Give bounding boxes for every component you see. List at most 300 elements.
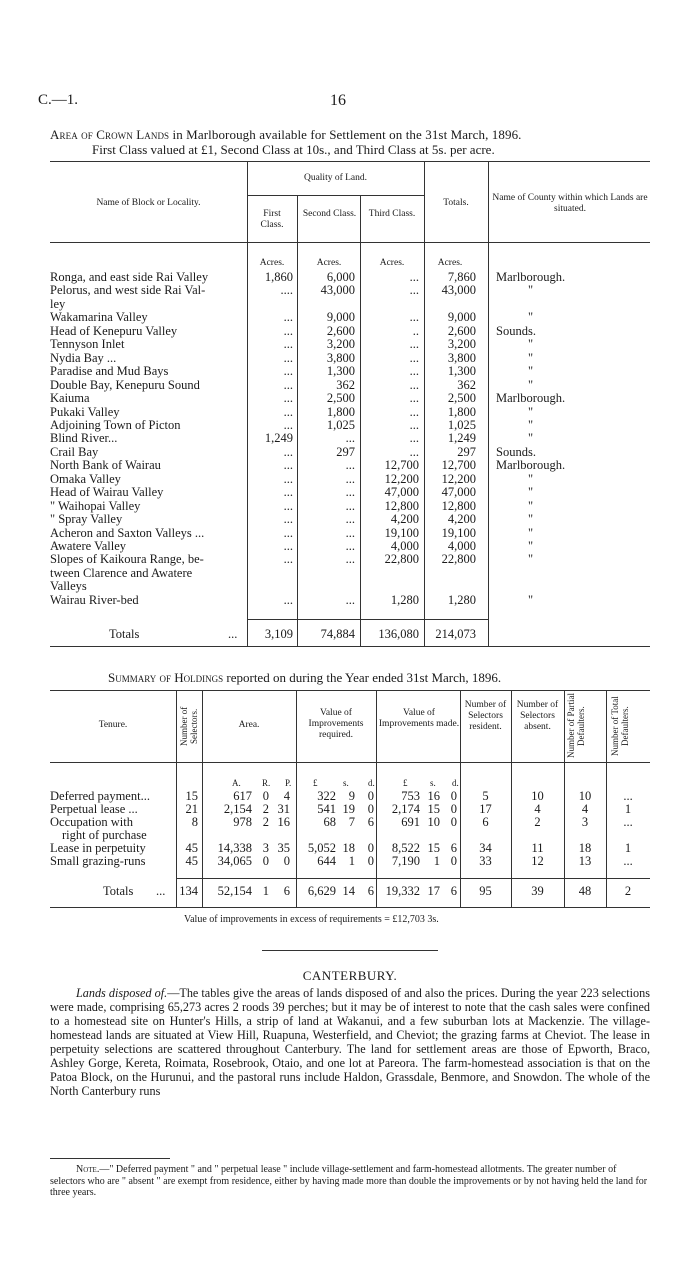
locality-name: ley xyxy=(50,296,66,311)
total-acres: 3,200 xyxy=(447,337,476,352)
partial-defaulters: 3 xyxy=(581,815,589,829)
county-name: " xyxy=(528,498,534,513)
second-class-acres: ... xyxy=(345,525,355,540)
unit-second: Acres. xyxy=(316,258,342,268)
col-value-made-header: Value of Improvements made. xyxy=(378,708,460,729)
county-name: Marlborough. xyxy=(496,458,566,473)
table1-row xyxy=(0,418,700,432)
col-third-header: Third Class. xyxy=(368,209,416,219)
required-shillings: 7 xyxy=(348,815,355,829)
note-rule xyxy=(50,1158,170,1159)
total-acres: 22,800 xyxy=(441,552,476,567)
second-class-acres: 362 xyxy=(336,377,355,392)
locality-name: Head of Kenepuru Valley xyxy=(50,323,178,338)
first-class-acres: 1,249 xyxy=(264,431,293,446)
county-name: " xyxy=(528,525,534,540)
total-defaulters: ... xyxy=(623,854,633,868)
col-second-header: Second Class. xyxy=(302,209,357,219)
locality-name: Tennyson Inlet xyxy=(50,337,125,352)
col-selectors-header: Number of Selectors. xyxy=(179,706,199,746)
third-class-acres: 22,800 xyxy=(384,552,419,567)
third-class-acres: ... xyxy=(409,377,419,392)
col-first-header: First Class. xyxy=(260,209,284,230)
second-class-acres: 6,000 xyxy=(326,270,355,284)
locality-name: Slopes of Kaikoura Range, be- xyxy=(50,552,204,567)
first-class-acres: .... xyxy=(280,283,293,298)
tenure-name: Deferred payment... xyxy=(50,789,150,803)
tenure-name: right of purchase xyxy=(62,828,147,842)
second-class-acres: ... xyxy=(345,431,355,446)
made-pence: 0 xyxy=(450,815,457,829)
table1-row xyxy=(0,458,700,472)
county-name: " xyxy=(528,592,534,607)
area-roods: 3 xyxy=(262,841,269,855)
first-class-acres: ... xyxy=(283,471,293,486)
selectors-absent: 12 xyxy=(531,854,544,868)
total-acres: 4,200 xyxy=(447,512,476,527)
unit-perches: P. xyxy=(285,778,292,788)
second-class-acres: 297 xyxy=(336,444,355,459)
selectors-absent: 4 xyxy=(534,802,541,816)
col-area-header: Area. xyxy=(238,720,260,730)
table1-row xyxy=(0,579,700,593)
section-divider xyxy=(262,950,438,951)
locality-name: Kaiuma xyxy=(50,391,90,406)
first-class-acres: ... xyxy=(283,417,293,432)
made-pence: 0 xyxy=(450,802,457,816)
first-class-acres: ... xyxy=(283,350,293,365)
table2-title-caps: Summary of Holdings xyxy=(108,670,224,685)
table2-top-rule xyxy=(50,690,650,691)
selectors-resident: 34 xyxy=(479,841,492,855)
t2-totals-label: Totals xyxy=(103,884,134,898)
total-acres: 7,860 xyxy=(447,270,476,284)
locality-name: Head of Wairau Valley xyxy=(50,485,164,500)
county-name: " xyxy=(528,552,534,567)
made-pounds: 8,522 xyxy=(391,841,420,855)
area-acres: 617 xyxy=(233,789,252,803)
county-name: " xyxy=(528,471,534,486)
total-defaulters: ... xyxy=(623,789,633,803)
third-class-acres: 12,200 xyxy=(384,471,419,486)
county-name: " xyxy=(528,512,534,527)
partial-defaulters: 13 xyxy=(578,854,592,868)
t2-totals-abs: 39 xyxy=(531,884,544,898)
total-acres: 2,600 xyxy=(447,323,476,338)
second-class-acres: 1,800 xyxy=(326,404,355,419)
total-acres: 12,200 xyxy=(441,471,476,486)
third-class-acres: ... xyxy=(409,337,419,352)
unit-pounds-2: £ xyxy=(403,778,408,788)
first-class-acres: ... xyxy=(283,404,293,419)
third-class-acres: ... xyxy=(409,270,419,284)
first-class-acres: ... xyxy=(283,512,293,527)
third-class-acres: 47,000 xyxy=(384,485,419,500)
total-acres: 297 xyxy=(457,444,476,459)
first-class-acres: ... xyxy=(283,498,293,513)
first-class-acres: ... xyxy=(283,485,293,500)
required-pounds: 68 xyxy=(323,815,336,829)
area-roods: 0 xyxy=(262,789,269,803)
county-name: " xyxy=(528,485,534,500)
county-name: " xyxy=(528,417,534,432)
tenure-name: Occupation with xyxy=(50,815,133,829)
total-acres: 1,800 xyxy=(447,404,476,419)
total-acres: 2,500 xyxy=(447,391,476,406)
made-shillings: 1 xyxy=(433,854,440,868)
col-quality-header: Quality of Land. xyxy=(303,173,368,183)
table1-bottom-rule xyxy=(50,646,650,647)
total-acres: 19,100 xyxy=(441,525,476,540)
selectors-resident: 6 xyxy=(482,815,489,829)
first-class-acres: ... xyxy=(283,592,293,607)
table1-row xyxy=(0,337,700,351)
table1-row xyxy=(0,566,700,580)
table1-totals-rule xyxy=(247,619,488,620)
area-perches: 4 xyxy=(283,789,290,803)
locality-name: Paradise and Mud Bays xyxy=(50,364,169,379)
tenure-name: Small grazing-runs xyxy=(50,854,146,868)
t2-totals-sel: 134 xyxy=(179,884,198,898)
table2-row xyxy=(0,854,700,868)
totals-dots: ... xyxy=(228,627,238,641)
required-shillings: 1 xyxy=(348,854,355,868)
table2-footnote: Value of improvements in excess of requirements = £12,703 3s. xyxy=(184,914,439,925)
second-class-acres: 3,200 xyxy=(326,337,355,352)
third-class-acres: ... xyxy=(409,310,419,325)
first-class-acres: ... xyxy=(283,552,293,567)
county-name: Sounds. xyxy=(496,444,536,459)
required-pence: 0 xyxy=(367,789,374,803)
table1-row xyxy=(0,445,700,459)
t2-totals-d2: 6 xyxy=(450,884,457,898)
totals-second: 74,884 xyxy=(320,627,355,641)
first-class-acres: ... xyxy=(283,364,293,379)
unit-roods: R. xyxy=(262,778,271,788)
made-pounds: 2,174 xyxy=(391,802,420,816)
required-shillings: 18 xyxy=(342,841,355,855)
col-absent-header: Number of Selectors absent. xyxy=(516,700,559,732)
locality-name: Double Bay, Kenepuru Sound xyxy=(50,377,200,392)
table2-title-rest: reported on during the Year ended 31st March, 1896. xyxy=(226,670,502,685)
third-class-acres: 19,100 xyxy=(384,525,419,540)
first-class-acres: ... xyxy=(283,391,293,406)
locality-name: Awatere Valley xyxy=(50,539,127,553)
selectors-absent: 10 xyxy=(531,789,544,803)
locality-name: Pukaki Valley xyxy=(50,404,120,419)
t2-totals-d1: 6 xyxy=(367,884,374,898)
locality-name: Ronga, and east side Rai Valley xyxy=(50,270,209,284)
second-class-acres: 9,000 xyxy=(326,310,355,325)
table2-title xyxy=(108,670,501,686)
total-acres: 12,800 xyxy=(441,498,476,513)
county-name: " xyxy=(528,539,534,553)
selectors-absent: 11 xyxy=(531,841,544,855)
totals-first: 3,109 xyxy=(264,627,293,641)
third-class-acres: ... xyxy=(409,364,419,379)
second-class-acres: ... xyxy=(345,471,355,486)
table1-row xyxy=(0,472,700,486)
table1-title-rest: in Marlborough available for Settlement on the 31st March, 1896. xyxy=(172,127,522,142)
locality-name: Omaka Valley xyxy=(50,471,121,486)
area-roods: 0 xyxy=(262,854,269,868)
t2-totals-res: 95 xyxy=(479,884,492,898)
third-class-acres: ... xyxy=(409,391,419,406)
required-pence: 6 xyxy=(367,815,374,829)
first-class-acres: ... xyxy=(283,310,293,325)
county-name: " xyxy=(528,404,534,419)
county-name: " xyxy=(528,431,534,446)
first-class-acres: ... xyxy=(283,444,293,459)
table1-row xyxy=(0,499,700,513)
partial-defaulters: 18 xyxy=(578,841,592,855)
area-acres: 14,338 xyxy=(217,841,252,855)
table1-row xyxy=(0,405,700,419)
table2-row xyxy=(0,815,700,829)
partial-defaulters: 10 xyxy=(578,789,592,803)
t2-totals-dots: ... xyxy=(156,884,166,898)
second-class-acres: 1,025 xyxy=(326,417,355,432)
unit-shillings-1: s. xyxy=(343,778,349,788)
selectors-resident: 17 xyxy=(479,802,492,816)
table1-subtitle: First Class valued at £1, Second Class at 10s., and Third Class at 5s. per acre. xyxy=(92,142,495,157)
table1-row xyxy=(0,485,700,499)
first-class-acres: ... xyxy=(283,377,293,392)
total-acres: 4,000 xyxy=(447,539,476,553)
made-pence: 0 xyxy=(450,789,457,803)
total-defaulters: ... xyxy=(623,815,633,829)
table1-row xyxy=(0,270,700,284)
total-acres: 47,000 xyxy=(441,485,476,500)
locality-name: Valleys xyxy=(50,579,87,594)
first-class-acres: ... xyxy=(283,337,293,352)
col-block-header: Name of Block or Locality. xyxy=(96,198,201,208)
county-name: " xyxy=(528,377,534,392)
table1-row xyxy=(0,283,700,297)
totals-label: Totals xyxy=(109,627,140,641)
table1-title-caps: Area of Crown Lands xyxy=(50,127,170,142)
first-class-acres: 1,860 xyxy=(264,270,293,284)
made-shillings: 15 xyxy=(427,802,440,816)
third-class-acres: 4,200 xyxy=(390,512,419,527)
selectors-count: 45 xyxy=(185,854,198,868)
locality-name: Nydia Bay ... xyxy=(50,350,117,365)
area-acres: 2,154 xyxy=(223,802,252,816)
tenure-name: Lease in perpetuity xyxy=(50,841,146,855)
table1-row xyxy=(0,593,700,607)
total-acres: 3,800 xyxy=(447,350,476,365)
table1-title xyxy=(50,127,650,143)
unit-shillings-2: s. xyxy=(430,778,436,788)
unit-pounds-1: £ xyxy=(313,778,318,788)
area-roods: 2 xyxy=(262,802,269,816)
table2-totals-rule xyxy=(176,878,650,879)
third-class-acres: ... xyxy=(409,444,419,459)
table2-units-row xyxy=(0,776,700,790)
t2-totals-s2: 17 xyxy=(427,884,440,898)
total-defaulters: 1 xyxy=(624,841,632,855)
table1-row xyxy=(0,297,700,311)
made-shillings: 10 xyxy=(427,815,440,829)
table1-totals-row xyxy=(0,627,700,641)
made-pence: 0 xyxy=(450,854,457,868)
table2-row xyxy=(0,802,700,816)
third-class-acres: 12,700 xyxy=(384,458,419,473)
second-class-acres: ... xyxy=(345,512,355,527)
total-acres: 9,000 xyxy=(447,310,476,325)
table2-header-rule xyxy=(50,762,650,763)
county-name: " xyxy=(528,310,534,325)
table1-header-rule xyxy=(50,242,650,243)
county-name: Sounds. xyxy=(496,323,536,338)
area-acres: 34,065 xyxy=(217,854,252,868)
county-name: Marlborough. xyxy=(496,270,566,284)
t2-totals-l2: 19,332 xyxy=(385,884,420,898)
locality-name: Pelorus, and west side Rai Val- xyxy=(50,283,206,298)
selectors-count: 21 xyxy=(185,802,198,816)
col-resident-header: Number of Selectors resident. xyxy=(464,700,507,732)
table1-top-rule xyxy=(50,161,650,162)
locality-name: Acheron and Saxton Valleys ... xyxy=(50,525,205,540)
col-value-req-header: Value of Improvements required. xyxy=(308,708,364,740)
table1-row xyxy=(0,539,700,553)
county-name: " xyxy=(528,283,534,298)
selectors-resident: 5 xyxy=(482,789,489,803)
first-class-acres: ... xyxy=(283,323,293,338)
table2-row xyxy=(0,841,700,855)
total-acres: 1,249 xyxy=(447,431,476,446)
second-class-acres: 43,000 xyxy=(320,283,355,298)
totals-total: 214,073 xyxy=(435,627,476,641)
made-pence: 6 xyxy=(450,841,457,855)
t2-totals-part: 48 xyxy=(578,884,592,898)
canterbury-lead: Lands disposed of. xyxy=(76,986,168,1000)
third-class-acres: ... xyxy=(409,417,419,432)
locality-name: Blind River... xyxy=(50,431,118,446)
canterbury-note xyxy=(50,1164,650,1199)
unit-pence-2: d. xyxy=(452,778,459,788)
selectors-count: 45 xyxy=(185,841,198,855)
locality-name: " Waihopai Valley xyxy=(50,498,141,513)
second-class-acres: ... xyxy=(345,498,355,513)
table1-row xyxy=(0,526,700,540)
second-class-acres: ... xyxy=(345,592,355,607)
table2-totals-row xyxy=(0,884,700,898)
required-pence: 0 xyxy=(367,841,374,855)
made-pounds: 7,190 xyxy=(391,854,420,868)
made-shillings: 16 xyxy=(427,789,440,803)
third-class-acres: 12,800 xyxy=(384,498,419,513)
second-class-acres: 1,300 xyxy=(326,364,355,379)
county-name: " xyxy=(528,337,534,352)
required-pence: 0 xyxy=(367,802,374,816)
unit-pence-1: d. xyxy=(368,778,375,788)
total-acres: 12,700 xyxy=(441,458,476,473)
note-text: —" Deferred payment " and " perpetual lease " include village-settlement and farm-homestead allotments. The greater number of selectors who are " absent " are exempt from residence, either by having made more than double the improvements or by not having held the land for three years. xyxy=(50,1164,648,1198)
table2-row xyxy=(0,828,700,842)
second-class-acres: ... xyxy=(345,552,355,567)
col-totals-header: Totals. xyxy=(443,198,469,208)
first-class-acres: ... xyxy=(283,525,293,540)
total-acres: 43,000 xyxy=(441,283,476,298)
selectors-count: 8 xyxy=(191,815,198,829)
t2-totals-s1: 14 xyxy=(342,884,355,898)
t2-totals-roods: 1 xyxy=(262,884,269,898)
total-acres: 1,025 xyxy=(447,417,476,432)
area-perches: 0 xyxy=(283,854,290,868)
note-label: Note. xyxy=(76,1164,100,1175)
required-pounds: 541 xyxy=(317,802,336,816)
selectors-resident: 33 xyxy=(479,854,492,868)
required-pounds: 644 xyxy=(317,854,336,868)
second-class-acres: 2,600 xyxy=(326,323,355,338)
table1-row xyxy=(0,310,700,324)
col-partial-header: Number of Partial Defaulters. xyxy=(566,693,586,759)
required-shillings: 19 xyxy=(342,802,355,816)
first-class-acres: ... xyxy=(283,539,293,553)
partial-defaulters: 4 xyxy=(581,802,589,816)
required-pounds: 322 xyxy=(317,789,336,803)
third-class-acres: ... xyxy=(409,404,419,419)
second-class-acres: ... xyxy=(345,458,355,473)
table1-row xyxy=(0,512,700,526)
area-perches: 31 xyxy=(277,802,290,816)
canterbury-text: —The tables give the areas of lands disposed of and also the prices. During the year 223 selections were made, comprising 65,273 acres 2 roods 39 perches; but it may be of interest to note that the cash sales were confined to a homestead site on Hunter's Hills, a strip of land at Wakanui, and a few suburban lots at Mackenzie. The village-homestead lands are situated at View Hill, Ruapuna, Westerfield, and Cheviot; the grazing farms at Cheviot. The lease in perpetuity selections are scattered throughout Canterbury. The land for settlement areas are those of Epworth, Braco, Ashley Gorge, Kereta, Roimata, Rosebrook, Otaio, and one lot at Pareora. The farm-homestead association is that on the Patoa Block, on the Hurunui, and the pastoral runs include Haldon, Grassdale, Benmore, and Snowdon. The whole of the North Canterbury runs xyxy=(50,986,650,1098)
table1-row xyxy=(0,431,700,445)
county-name: " xyxy=(528,364,534,379)
unit-first: Acres. xyxy=(259,258,285,268)
document-reference: C.—1. xyxy=(38,92,79,108)
t2-totals-perches: 6 xyxy=(283,884,290,898)
third-class-acres: ... xyxy=(409,283,419,298)
total-acres: 362 xyxy=(457,377,476,392)
unit-third: Acres. xyxy=(379,258,405,268)
totals-third: 136,080 xyxy=(378,627,419,641)
table2-bottom-rule xyxy=(50,907,650,908)
tenure-name: Perpetual lease ... xyxy=(50,802,138,816)
selectors-count: 15 xyxy=(185,789,198,803)
locality-name: " Spray Valley xyxy=(50,512,123,527)
second-class-acres: 3,800 xyxy=(326,350,355,365)
table1-row xyxy=(0,324,700,338)
made-pounds: 691 xyxy=(401,815,420,829)
second-class-acres: 2,500 xyxy=(326,391,355,406)
locality-name: Adjoining Town of Picton xyxy=(50,417,181,432)
table1-row xyxy=(0,378,700,392)
county-name: " xyxy=(528,350,534,365)
area-perches: 16 xyxy=(277,815,290,829)
unit-acres: A. xyxy=(232,778,241,788)
selectors-absent: 2 xyxy=(534,815,541,829)
locality-name: Crail Bay xyxy=(50,444,99,459)
col-total-def-header: Number of Total Defaulters. xyxy=(610,696,630,756)
locality-name: Wakamarina Valley xyxy=(50,310,148,325)
area-acres: 978 xyxy=(233,815,252,829)
third-class-acres: ... xyxy=(409,431,419,446)
t2-totals-l1: 6,629 xyxy=(307,884,336,898)
second-class-acres: ... xyxy=(345,539,355,553)
third-class-acres: 1,280 xyxy=(390,592,419,607)
made-shillings: 15 xyxy=(427,841,440,855)
table1-row xyxy=(0,391,700,405)
required-pounds: 5,052 xyxy=(307,841,336,855)
second-class-acres: ... xyxy=(345,485,355,500)
total-defaulters: 1 xyxy=(624,802,632,816)
required-pence: 0 xyxy=(367,854,374,868)
canterbury-heading: CANTERBURY. xyxy=(302,968,398,983)
table1-row xyxy=(0,364,700,378)
third-class-acres: ... xyxy=(409,350,419,365)
